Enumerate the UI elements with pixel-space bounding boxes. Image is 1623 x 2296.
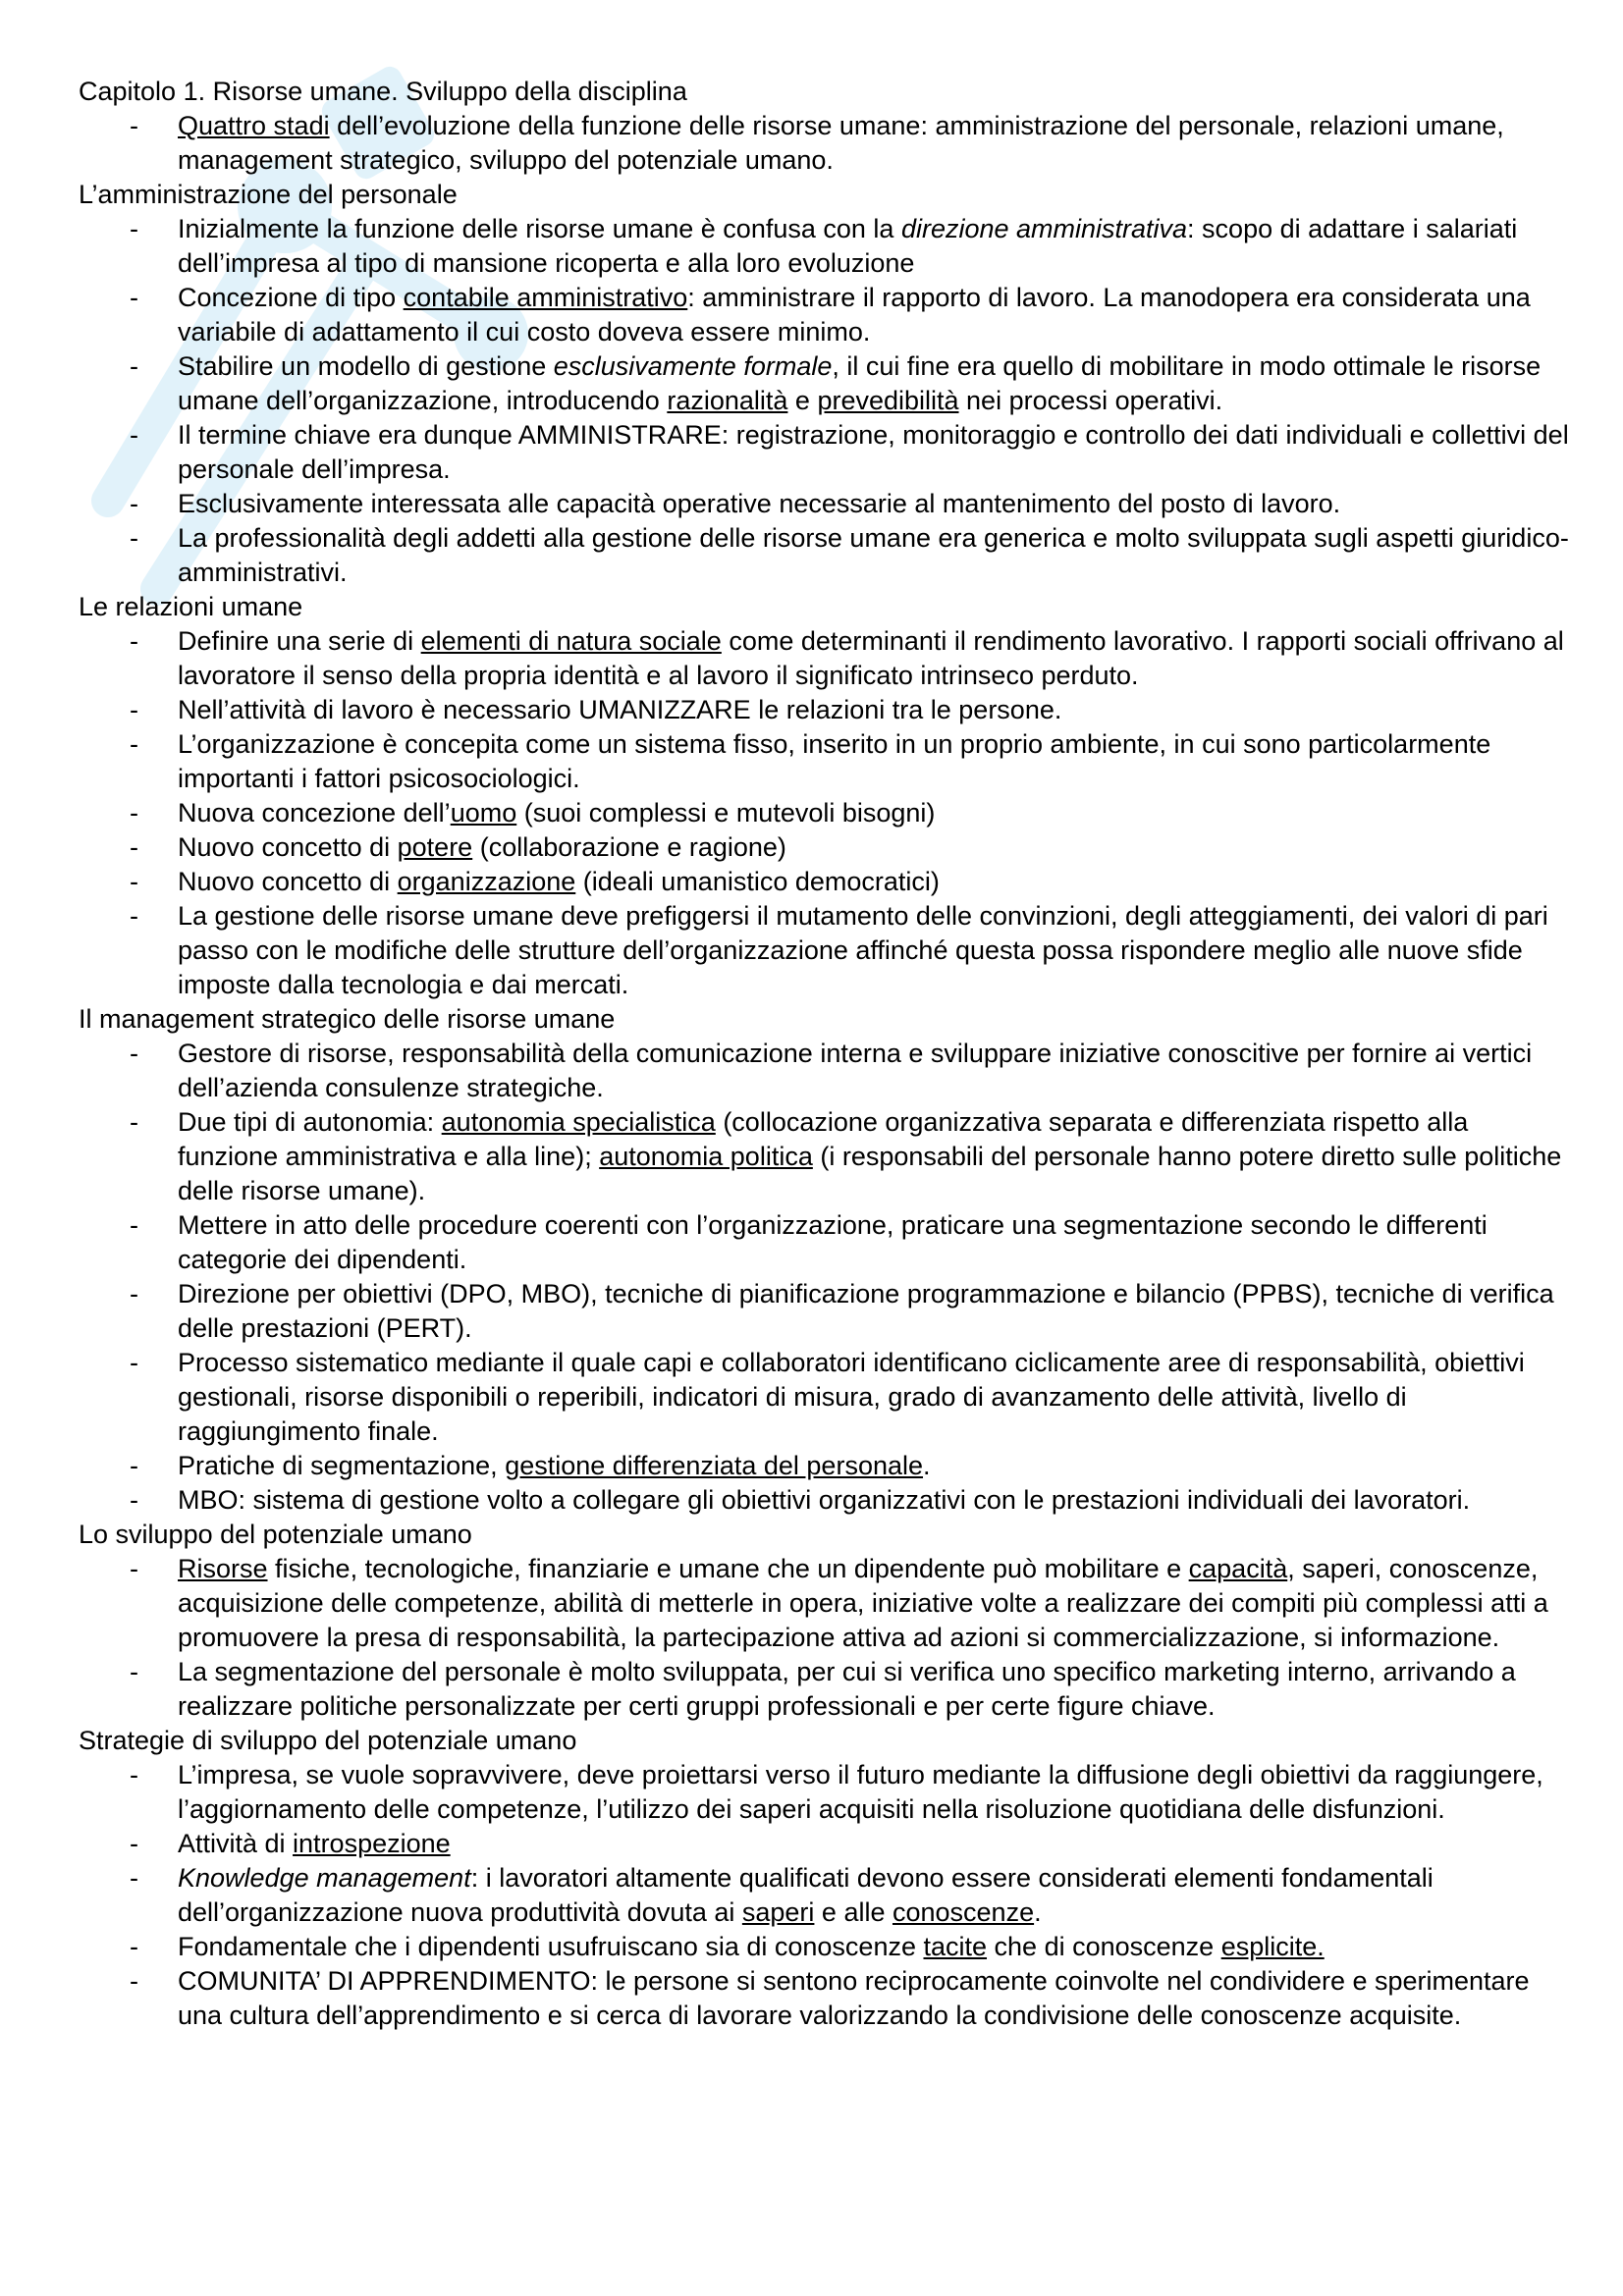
text-run: Nuova concezione dell’ xyxy=(178,798,451,828)
text-run: Esclusivamente interessata alle capacità operative necessarie al mantenimento del posto di lavoro. xyxy=(178,489,1341,518)
text-run: : amministrare il rapporto di lavoro. La manodopera era considerata una variabile di adattamento il cui costo doveva essere minimo. xyxy=(178,283,1531,347)
text-run: Attività di xyxy=(178,1829,294,1858)
text-run: Mettere in atto delle procedure coerenti con l’organizzazione, praticare una segmentazione secondo le differenti categorie dei dipendenti. xyxy=(178,1210,1488,1274)
italic-term: Knowledge management xyxy=(178,1863,471,1893)
underlined-term: introspezione xyxy=(293,1829,451,1858)
underlined-term: Quattro stadi xyxy=(178,111,330,140)
list-item xyxy=(178,1277,1571,1346)
underlined-term: elementi di natura sociale xyxy=(420,626,722,656)
text-run: , saperi, conoscenze, acquisizione delle competenze, abilità di metterle in opera, iniziative volte a realizzare dei compiti più complessi atti a promuovere la presa di responsabilità, la partecipazione attiva ad azioni si commercializzazione, si informazione. xyxy=(178,1554,1548,1652)
bullet-list xyxy=(79,624,1571,1002)
text-run: L’impresa, se vuole sopravvivere, deve proiettarsi verso il futuro mediante la diffusione degli obiettivi da raggiungere, l’aggiornamento delle competenze, l’utilizzo dei saperi acquisiti nella risoluzione quotidiana delle disfunzioni. xyxy=(178,1760,1543,1824)
document-body xyxy=(79,75,1571,2033)
list-item xyxy=(178,1964,1571,2033)
underlined-term: capacità xyxy=(1188,1554,1288,1583)
section-heading: Capitolo 1. Risorse umane. Sviluppo della disciplina xyxy=(79,77,687,106)
underlined-term: uomo xyxy=(450,798,517,828)
text-run: dell’evoluzione della funzione delle risorse umane: amministrazione del personale, relazioni umane, management strategico, sviluppo del potenziale umano. xyxy=(178,111,1504,175)
list-item xyxy=(178,1827,1571,1861)
text-run: : i lavoratori altamente qualificati devono essere considerati elementi fondamentali dell’organizzazione nuova produttività dovuta ai xyxy=(178,1863,1434,1927)
section-heading: Il management strategico delle risorse umane xyxy=(79,1004,616,1034)
text-run: , il cui fine era quello di mobilitare in modo ottimale le risorse umane dell’organizzazione, introducendo xyxy=(178,351,1542,415)
list-item xyxy=(178,1037,1571,1105)
text-run: L’organizzazione è concepita come un sistema fisso, inserito in un proprio ambiente, in cui sono particolarmente importanti i fattori psicosociologici. xyxy=(178,729,1491,793)
list-item xyxy=(178,1930,1571,1964)
text-run: (collaborazione e ragione) xyxy=(472,832,786,862)
list-item xyxy=(178,1208,1571,1277)
text-run: che di conoscenze xyxy=(987,1932,1221,1961)
underlined-term: gestione differenziata del personale xyxy=(505,1451,924,1480)
text-run: Fondamentale che i dipendenti usufruiscano sia di conoscenze xyxy=(178,1932,924,1961)
list-item xyxy=(178,487,1571,521)
list-item xyxy=(178,1449,1571,1483)
text-run: (i responsabili del personale hanno potere diretto sulle politiche delle risorse umane). xyxy=(178,1142,1562,1205)
text-run: Direzione per obiettivi (DPO, MBO), tecniche di pianificazione programmazione e bilancio (PPBS), tecniche di verifica delle prestazioni (PERT). xyxy=(178,1279,1554,1343)
bullet-list xyxy=(79,1758,1571,2033)
text-run: : scopo di adattare i salariati dell’impresa al tipo di mansione ricoperta e alla loro evoluzione xyxy=(178,214,1518,278)
text-run: e xyxy=(787,386,818,415)
section-heading: L’amministrazione del personale xyxy=(79,180,458,209)
list-item xyxy=(178,109,1571,178)
text-run: MBO: sistema di gestione volto a collegare gli obiettivi organizzativi con le prestazioni individuali dei lavoratori. xyxy=(178,1485,1471,1515)
underlined-term: organizzazione xyxy=(397,867,576,896)
text-run: e alle xyxy=(814,1897,893,1927)
list-item xyxy=(178,212,1571,281)
list-item xyxy=(178,1758,1571,1827)
text-run: La segmentazione del personale è molto sviluppata, per cui si verifica uno specifico marketing interno, arrivando a realizzare politiche personalizzate per certi gruppi professionali e per certe figure chiave. xyxy=(178,1657,1516,1721)
underlined-term: autonomia politica xyxy=(599,1142,813,1171)
text-run: Il termine chiave era dunque AMMINISTRARE: registrazione, monitoraggio e controllo dei dati individuali e collettivi del personale dell’impresa. xyxy=(178,420,1569,484)
text-run: (suoi complessi e mutevoli bisogni) xyxy=(516,798,936,828)
list-item xyxy=(178,281,1571,349)
bullet-list xyxy=(79,1552,1571,1724)
list-item xyxy=(178,521,1571,590)
underlined-term: Risorse xyxy=(178,1554,268,1583)
text-run: La professionalità degli addetti alla gestione delle risorse umane era generica e molto sviluppata sugli aspetti giuridico-amministrativi. xyxy=(178,523,1569,587)
list-item xyxy=(178,796,1571,830)
italic-term: esclusivamente formale xyxy=(553,351,833,381)
list-item xyxy=(178,1483,1571,1518)
list-item xyxy=(178,1105,1571,1208)
list-item xyxy=(178,1346,1571,1449)
text-run: (ideali umanistico democratici) xyxy=(575,867,940,896)
underlined-term: autonomia specialistica xyxy=(441,1107,716,1137)
text-run: Due tipi di autonomia: xyxy=(178,1107,442,1137)
list-item xyxy=(178,865,1571,899)
text-run: come determinanti il rendimento lavorativo. I rapporti sociali offrivano al lavoratore il senso della propria identità e al lavoro il significato intrinseco perduto. xyxy=(178,626,1564,690)
section-heading: Le relazioni umane xyxy=(79,592,303,621)
list-item xyxy=(178,1655,1571,1724)
text-run: . xyxy=(923,1451,931,1480)
bullet-list xyxy=(79,109,1571,178)
list-item xyxy=(178,349,1571,418)
text-run: Gestore di risorse, responsabilità della comunicazione interna e sviluppare iniziative conoscitive per fornire ai vertici dell’azienda consulenze strategiche. xyxy=(178,1039,1533,1102)
underlined-term: prevedibilità xyxy=(817,386,959,415)
text-run: Definire una serie di xyxy=(178,626,421,656)
list-item xyxy=(178,693,1571,727)
underlined-term: esplicite. xyxy=(1220,1932,1325,1961)
text-run: Inizialmente la funzione delle risorse umane è confusa con la xyxy=(178,214,901,243)
text-run: Concezione di tipo xyxy=(178,283,404,312)
list-item xyxy=(178,624,1571,693)
underlined-term: razionalità xyxy=(667,386,788,415)
text-run: Nuovo concetto di xyxy=(178,832,398,862)
text-run: La gestione delle risorse umane deve prefiggersi il mutamento delle convinzioni, degli atteggiamenti, dei valori di pari passo con le modifiche delle strutture dell’organizzazione affinché questa possa rispondere meglio alle nuove sfide imposte dalla tecnologia e dai mercati. xyxy=(178,901,1548,999)
list-item xyxy=(178,830,1571,865)
text-run: Pratiche di segmentazione, xyxy=(178,1451,506,1480)
section-heading: Lo sviluppo del potenziale umano xyxy=(79,1520,472,1549)
list-item xyxy=(178,1861,1571,1930)
underlined-term: contabile amministrativo xyxy=(403,283,688,312)
text-run: Nuovo concetto di xyxy=(178,867,398,896)
bullet-list xyxy=(79,212,1571,590)
underlined-term: potere xyxy=(397,832,473,862)
section-heading: Strategie di sviluppo del potenziale umano xyxy=(79,1726,577,1755)
text-run: . xyxy=(1034,1897,1042,1927)
text-run: nei processi operativi. xyxy=(958,386,1223,415)
text-run: Nell’attività di lavoro è necessario UMANIZZARE le relazioni tra le persone. xyxy=(178,695,1062,724)
text-run: COMUNITA’ DI APPRENDIMENTO: le persone si sentono reciprocamente coinvolte nel condividere e sperimentare una cultura dell’apprendimento e si cerca di lavorare valorizzando la condivisione delle conoscenze acquisite. xyxy=(178,1966,1530,2030)
list-item xyxy=(178,899,1571,1002)
text-run: Processo sistematico mediante il quale capi e collaboratori identificano ciclicamente aree di responsabilità, obiettivi gestionali, risorse disponibili o reperibili, indicatori di misura, grado di avanzamento delle attività, livello di raggiungimento finale. xyxy=(178,1348,1525,1446)
underlined-term: tacite xyxy=(923,1932,988,1961)
list-item xyxy=(178,1552,1571,1655)
list-item xyxy=(178,727,1571,796)
list-item xyxy=(178,418,1571,487)
text-run: (collocazione organizzativa separata e differenziata rispetto alla funzione amministrativa e alla line); xyxy=(178,1107,1469,1171)
underlined-term: conoscenze xyxy=(892,1897,1035,1927)
underlined-term: saperi xyxy=(741,1897,815,1927)
italic-term: direzione amministrativa xyxy=(900,214,1188,243)
text-run: fisiche, tecnologiche, finanziarie e umane che un dipendente può mobilitare e xyxy=(267,1554,1189,1583)
text-run: Stabilire un modello di gestione xyxy=(178,351,554,381)
bullet-list xyxy=(79,1037,1571,1518)
